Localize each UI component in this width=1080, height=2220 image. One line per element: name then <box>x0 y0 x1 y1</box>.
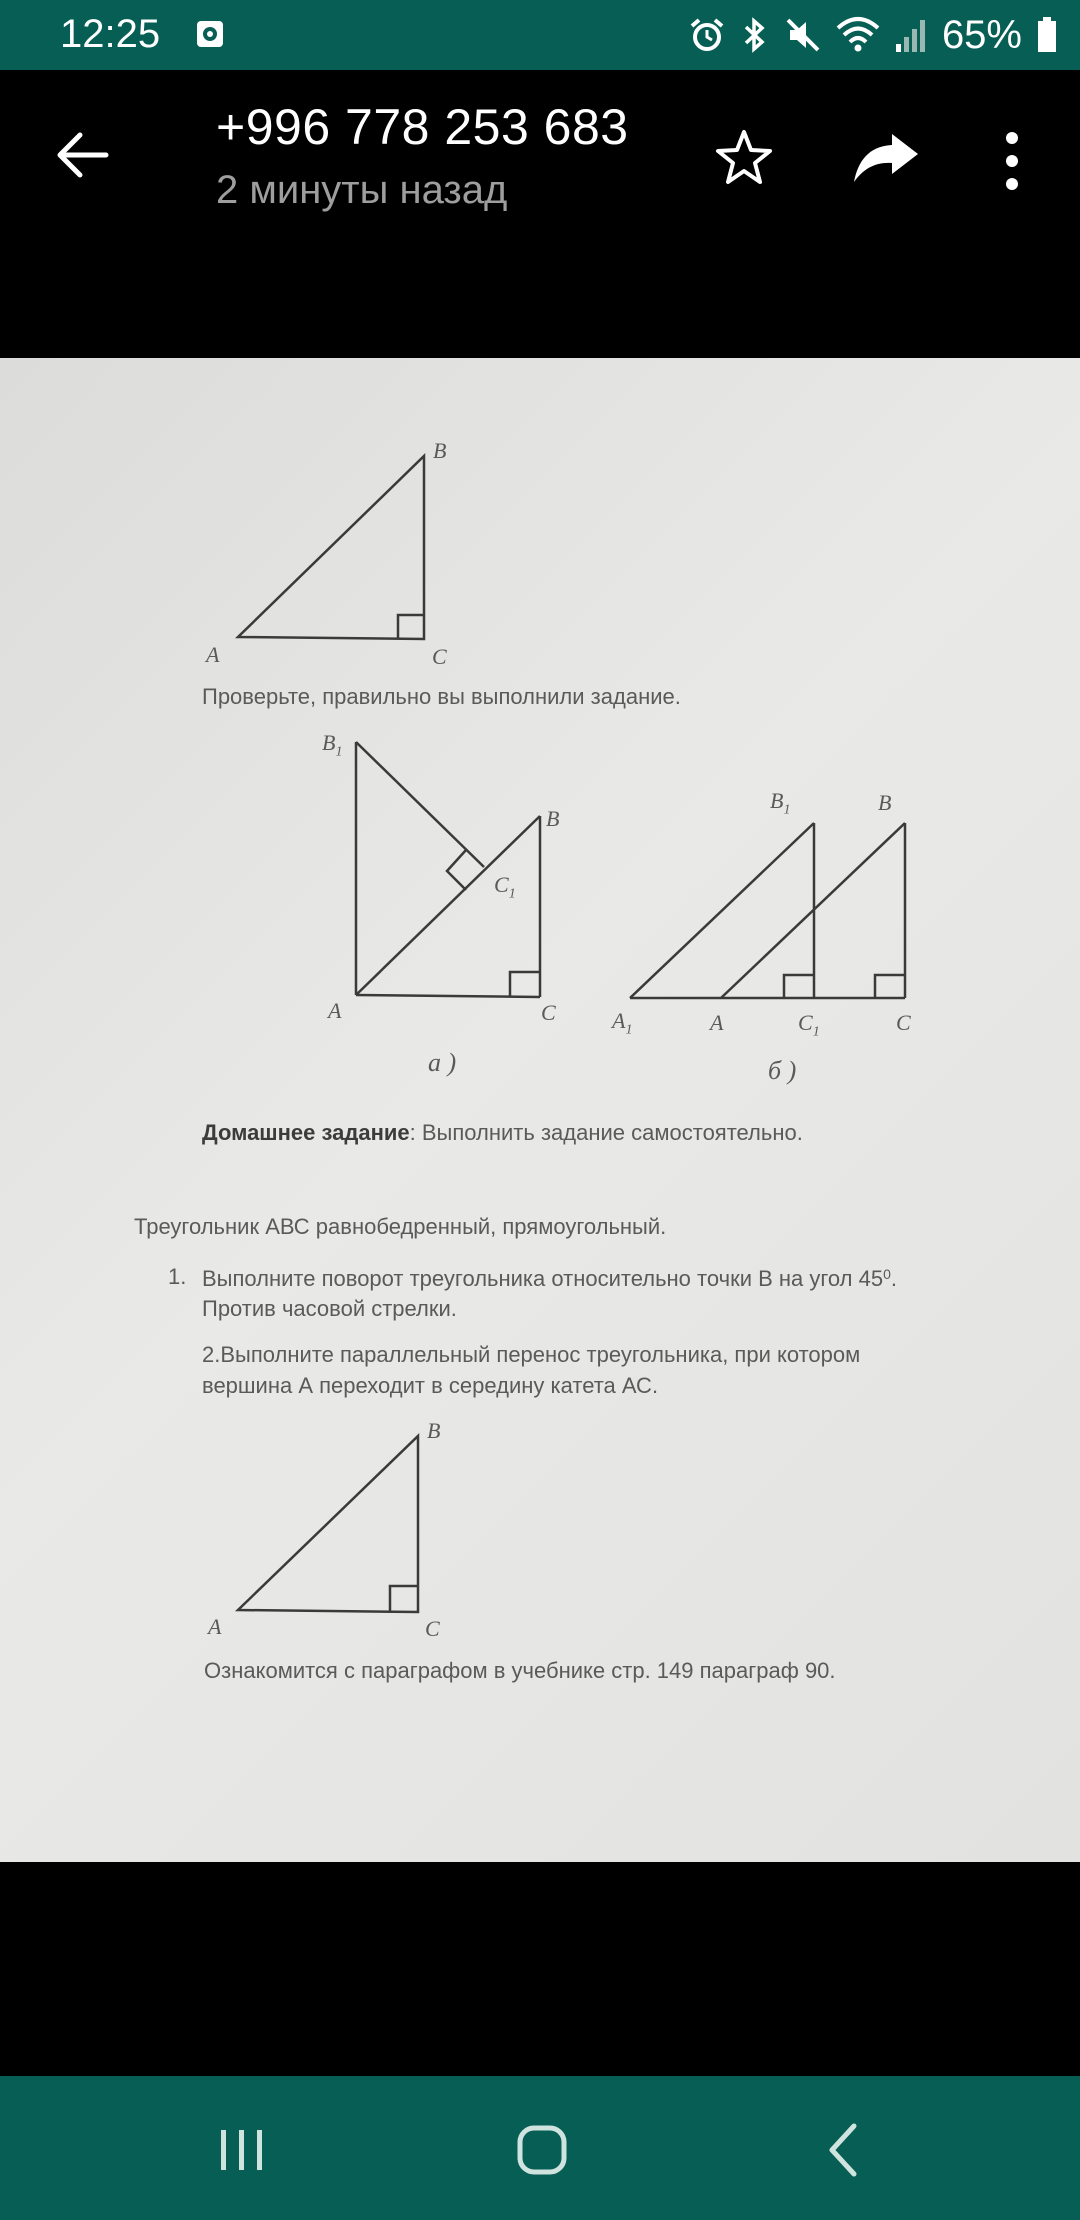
fig-b-side-a1b1 <box>630 823 814 998</box>
top-label-a: A <box>206 642 220 667</box>
status-bar <box>0 0 1080 70</box>
fig-b-label-a1: $A_1$ <box>612 1008 633 1038</box>
recents-icon[interactable] <box>212 2120 272 2180</box>
message-time: 2 минуты назад <box>216 168 508 212</box>
navigation-bar <box>0 2076 1080 2220</box>
bluetooth-icon <box>740 16 770 54</box>
status-time: 12:25 <box>60 12 161 56</box>
fig-b-label-b1: $B_1$ <box>770 788 791 818</box>
check-instruction: Проверьте, правильно вы выполнили задание. <box>202 684 681 709</box>
mute-icon <box>784 16 822 54</box>
fig-a-label-a: A <box>328 998 342 1023</box>
fig-b-label-b: B <box>878 790 892 815</box>
task2-line2: вершина А переходит в середину катета АС. <box>202 1373 659 1398</box>
homework-line: Домашнее задание: Выполнить задание самостоятельно. <box>202 1120 803 1145</box>
task2-line1: 2.Выполните параллельный перенос треугольника, при котором <box>202 1342 861 1367</box>
fig-a-side-ab <box>356 816 540 995</box>
fig-a-label-b: B <box>546 806 560 831</box>
bottom-label-b: B <box>427 1418 441 1443</box>
fig-b-right-angle-c <box>875 975 905 998</box>
alarm-icon <box>688 16 726 54</box>
task1-line1: Выполните поворот треугольника относительно точки В на угол $45^0$. <box>202 1266 898 1291</box>
fig-a-caption: а ) <box>428 1048 457 1077</box>
textbook-reference: Ознакомится с параграфом в учебнике стр. 149 параграф 90. <box>204 1658 836 1683</box>
battery-percent: 65% <box>941 12 1022 57</box>
forward-icon[interactable] <box>852 132 920 186</box>
fig-a-right-angle-c1 <box>447 850 466 890</box>
triangle-description: Треугольник АВС равнобедренный, прямоугольный. <box>134 1214 667 1239</box>
fig-b-right-angle-c1 <box>784 975 814 998</box>
contact-title: +996 778 253 683 <box>216 99 629 155</box>
fig-a-label-c: C <box>541 1000 556 1025</box>
more-vert-icon[interactable] <box>998 128 1026 194</box>
top-right-angle-mark <box>398 615 424 639</box>
top-label-c: C <box>432 644 447 669</box>
signal-icon <box>894 16 928 54</box>
task1-number: 1. <box>168 1264 187 1289</box>
star-icon[interactable] <box>712 126 776 190</box>
top-label-b: B <box>433 438 447 463</box>
fig-a-label-b1: $B_1$ <box>322 730 343 760</box>
back-arrow-icon[interactable] <box>52 130 112 180</box>
bottom-right-angle-mark <box>390 1586 418 1612</box>
worksheet-figures <box>0 358 1080 1862</box>
worksheet-photo[interactable] <box>0 358 1080 1862</box>
fig-b-label-c: C <box>896 1010 911 1035</box>
app-bar <box>0 70 1080 230</box>
whatsapp-status-icon <box>196 20 224 48</box>
home-icon[interactable] <box>512 2120 572 2180</box>
fig-a-right-angle-c <box>510 972 540 997</box>
nav-back-icon[interactable] <box>816 2120 876 2180</box>
task1-line2: Против часовой стрелки. <box>202 1296 457 1321</box>
bottom-label-c: C <box>425 1616 440 1641</box>
top-triangle <box>238 456 424 639</box>
fig-a-side-ac <box>356 995 540 997</box>
fig-a-side-b1c1 <box>356 742 484 867</box>
fig-b-label-a: A <box>710 1010 724 1035</box>
fig-a-label-c1: $C_1$ <box>494 872 516 902</box>
fig-b-caption: б ) <box>768 1056 797 1085</box>
battery-icon <box>1036 16 1058 54</box>
wifi-icon <box>836 16 880 54</box>
bottom-label-a: A <box>208 1614 222 1639</box>
fig-b-label-c1: $C_1$ <box>798 1010 820 1040</box>
